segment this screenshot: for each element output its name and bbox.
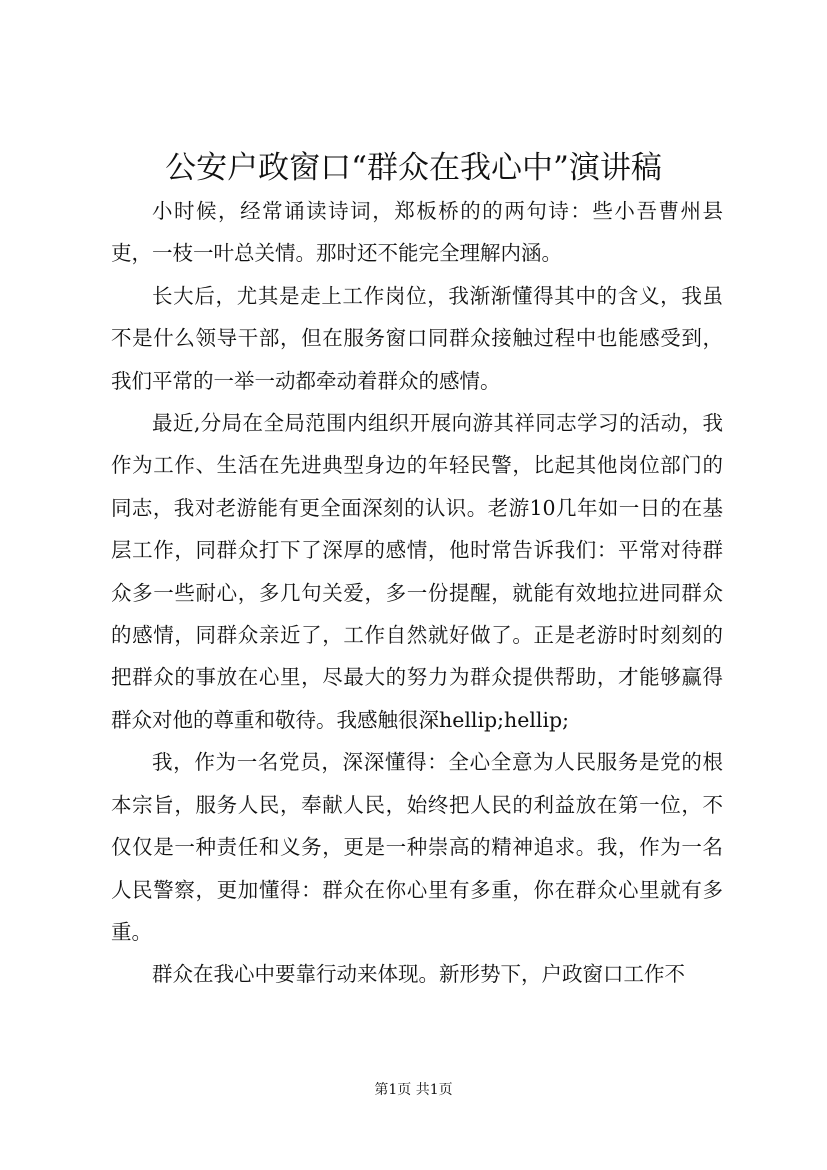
page-number-footer: 第1页 共1页	[374, 1082, 453, 1098]
document-body	[111, 190, 723, 996]
paragraph-4: 我，作为一名党员，深深懂得：全心全意为人民服务是党的根本宗旨，服务人民，奉献人民，始终把人民的利益放在第一位，不仅仅是一种责任和义务，更是一种崇高的精神追求。我，作为一名人民警察，更加懂得：群众在你心里有多重，你在群众心里就有多重。	[111, 750, 723, 944]
paragraph-3: 最近,分局在全局范围内组织开展向游其祥同志学习的活动，我作为工作、生活在先进典型身边的年轻民警，比起其他岗位部门的同志，我对老游能有更全面深刻的认识。老游10几年如一日的在基层工作，同群众打下了深厚的感情，他时常告诉我们：平常对待群众多一些耐心，多几句关爱，多一份提醒，就能有效地拉进同群众的感情，同群众亲近了，工作自然就好做了。正是老游时时刻刻的把群众的事放在心里，尽最大的努力为群众提供帮助，才能够赢得群众对他的尊重和敬待。我感触很深hellip;hellip;	[111, 411, 723, 732]
document-title: 公安户政窗口“群众在我心中”演讲稿	[165, 150, 662, 186]
paragraph-1: 小时候，经常诵读诗词，郑板桥的的两句诗：些小吾曹州县吏，一枝一叶总关情。那时还不能完全理解内涵。	[111, 199, 723, 266]
paragraph-2: 长大后，尤其是走上工作岗位，我渐渐懂得其中的含义，我虽不是什么领导干部，但在服务窗口同群众接触过程中也能感受到，我们平常的一举一动都牵动着群众的感情。	[111, 283, 723, 393]
paragraph-5: 群众在我心中要靠行动来体现。新形势下，户政窗口工作不	[152, 962, 685, 987]
